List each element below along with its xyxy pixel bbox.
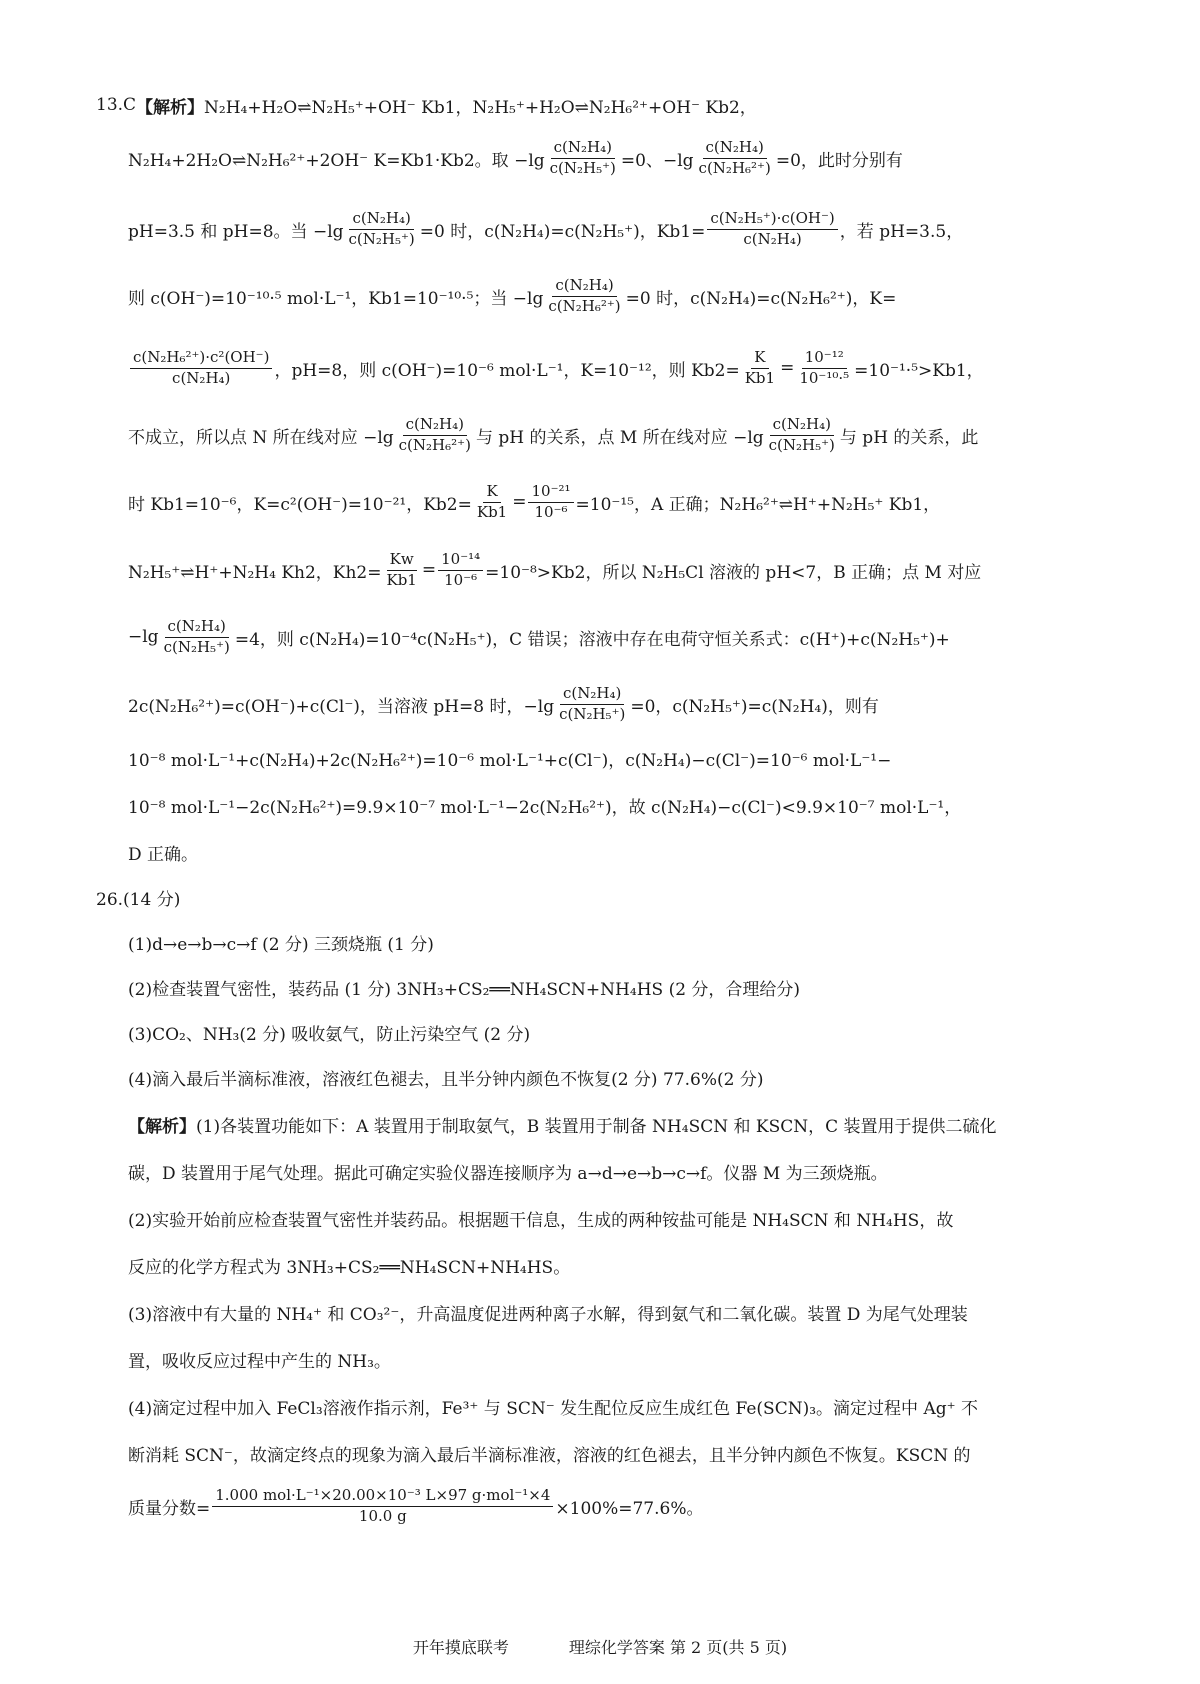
text: 断消耗 SCN⁻，故滴定终点的现象为滴入最后半滴标准液，溶液的红色褪去，且半分钟内颜色不恢复。KSCN 的 (128, 1445, 971, 1466)
fraction (528, 483, 573, 521)
denominator: Kb1 (744, 368, 776, 387)
text: 与 pH 的关系，此 (839, 427, 979, 448)
fraction (346, 210, 418, 248)
text: =0，此时分别有 (775, 150, 903, 171)
denominator: c(N₂H₅⁺) (768, 435, 835, 454)
text: N₂H₄+H₂O⇌N₂H₅⁺+OH⁻ Kb1，N₂H₅⁺+H₂O⇌N₂H₆²⁺+OH⁻ Kb2， (204, 97, 757, 118)
q13-line-1 (96, 75, 1140, 135)
text: =10⁻¹·⁵>Kb1， (854, 360, 984, 381)
q13-line-8 (128, 540, 1140, 600)
q13-line-3 (128, 199, 1140, 259)
text: −lg (128, 627, 159, 647)
text: (3)CO₂、NH₃(2 分) 吸收氨气，防止污染空气 (2 分) (128, 1024, 531, 1045)
text: =0 时，c(N₂H₄)=c(N₂H₅⁺)，Kb1= (419, 221, 706, 242)
text: 碳，D 装置用于尾气处理。据此可确定实验仪器连接顺序为 a→d→e→b→c→f。仪器 M 为三颈烧瓶。 (128, 1163, 888, 1184)
denominator: 10.0 g (358, 1506, 407, 1525)
numerator: c(N₂H₄) (349, 210, 413, 229)
text: 10⁻⁸ mol·L⁻¹−2c(N₂H₆²⁺)=9.9×10⁻⁷ mol·L⁻¹−2c(N₂H₆²⁺)，故 c(N₂H₄)−c(Cl⁻)<9.9×10⁻⁷ mol·L⁻¹， (128, 797, 962, 818)
text: (2)实验开始前应检查装置气密性并装药品。根据题干信息，生成的两种铵盐可能是 NH₄SCN 和 NH₄HS，故 (128, 1210, 954, 1231)
text: ×100%=77.6%。 (555, 1498, 704, 1519)
fraction (438, 551, 483, 589)
text: 质量分数= (128, 1498, 211, 1519)
numerator: c(N₂H₅⁺)·c(OH⁻) (707, 210, 837, 229)
fraction (556, 685, 628, 723)
q13-line-9 (128, 607, 1140, 667)
text: 则 c(OH⁻)=10⁻¹⁰·⁵ mol·L⁻¹，Kb1=10⁻¹⁰·⁵；当 −lg (128, 288, 544, 309)
numerator: 10⁻¹² (802, 349, 847, 368)
denominator: c(N₂H₆²⁺) (548, 296, 621, 315)
fraction (474, 483, 510, 521)
text: (4)滴定过程中加入 FeCl₃溶液作指示剂，Fe³⁺ 与 SCN⁻ 发生配位反应生成红色 Fe(SCN)₃。滴定过程中 Ag⁺ 不 (128, 1398, 978, 1419)
numerator: K (483, 483, 500, 502)
q13-line-6 (128, 405, 1140, 465)
q26-explain-8 (128, 1423, 1140, 1483)
fraction (130, 349, 272, 387)
numerator: c(N₂H₆²⁺)·c²(OH⁻) (130, 349, 272, 368)
text: = (421, 560, 437, 580)
page-footer (0, 1635, 1200, 1658)
text: (4)滴入最后半滴标准液，溶液红色褪去，且半分钟内颜色不恢复(2 分) 77.6%(2 分) (128, 1069, 764, 1090)
fraction (547, 139, 619, 177)
text: 2c(N₂H₆²⁺)=c(OH⁻)+c(Cl⁻)，当溶液 pH=8 时，−lg (128, 696, 555, 717)
numerator: c(N₂H₄) (551, 139, 615, 158)
numerator: c(N₂H₄) (560, 685, 624, 704)
denominator: c(N₂H₅⁺) (559, 704, 626, 723)
text: D 正确。 (128, 844, 199, 865)
fraction (161, 618, 233, 656)
fraction (696, 139, 774, 177)
page-number: 理综化学答案 第 2 页(共 5 页) (568, 1638, 788, 1657)
text: ，若 pH=3.5， (839, 221, 964, 242)
numerator: c(N₂H₄) (703, 139, 767, 158)
text: = (780, 358, 795, 378)
numerator: 1.000 mol·L⁻¹×20.00×10⁻³ L×97 g·mol⁻¹×4 (212, 1487, 553, 1506)
numerator: c(N₂H₄) (552, 277, 616, 296)
q13-number: 13.C (96, 95, 137, 115)
denominator: c(N₂H₄) (743, 229, 802, 248)
fraction (396, 416, 474, 454)
q13-line-4 (128, 266, 1140, 326)
text: 反应的化学方程式为 3NH₃+CS₂══NH₄SCN+NH₄HS。 (128, 1257, 571, 1278)
text: =0、−lg (620, 150, 694, 171)
denominator: c(N₂H₅⁺) (348, 229, 415, 248)
q13-line-2 (128, 128, 1140, 188)
text: =0 时，c(N₂H₄)=c(N₂H₆²⁺)，K= (625, 288, 897, 309)
denominator: 10⁻⁶ (534, 502, 568, 521)
text: (1)d→e→b→c→f (2 分) 三颈烧瓶 (1 分) (128, 934, 434, 955)
numerator: c(N₂H₄) (770, 416, 834, 435)
fraction (707, 210, 837, 248)
text: N₂H₄+2H₂O⇌N₂H₆²⁺+2OH⁻ K=Kb1·Kb2。取 −lg (128, 150, 545, 171)
text: 置，吸收反应过程中产生的 NH₃。 (128, 1351, 391, 1372)
analysis-label: 【解析】 (136, 97, 205, 118)
q13-line-10 (128, 674, 1140, 734)
q13-line-7 (128, 472, 1140, 532)
text: ，pH=8，则 c(OH⁻)=10⁻⁶ mol·L⁻¹，K=10⁻¹²，则 Kb2= (274, 360, 740, 381)
denominator: c(N₂H₄) (172, 368, 231, 387)
numerator: 10⁻¹⁴ (438, 551, 483, 570)
text: =10⁻⁸>Kb2，所以 N₂H₅Cl 溶液的 pH<7，B 正确；点 M 对应 (485, 562, 982, 583)
numerator: Kw (387, 551, 417, 570)
text: =10⁻¹⁵，A 正确；N₂H₆²⁺⇌H⁺+N₂H₅⁺ Kb1， (575, 494, 941, 515)
denominator: c(N₂H₅⁺) (163, 637, 230, 656)
fraction (545, 277, 623, 315)
text: =4，则 c(N₂H₄)=10⁻⁴c(N₂H₅⁺)，C 错误；溶液中存在电荷守恒关系式：c(H⁺)+c(N₂H₅⁺)+ (234, 629, 950, 650)
q13-line-5 (128, 338, 1140, 398)
text: (1)各装置功能如下：A 装置用于制取氨气，B 装置用于制备 NH₄SCN 和 KSCN，C 装置用于提供二硫化 (196, 1116, 997, 1137)
text: 10⁻⁸ mol·L⁻¹+c(N₂H₄)+2c(N₂H₆²⁺)=10⁻⁶ mol·L⁻¹+c(Cl⁻)，c(N₂H₄)−c(Cl⁻)=10⁻⁶ mol·L⁻¹− (128, 750, 892, 771)
numerator: 10⁻²¹ (528, 483, 573, 502)
numerator: K (751, 349, 768, 368)
text: N₂H₅⁺⇌H⁺+N₂H₄ Kh2，Kh2= (128, 562, 382, 583)
denominator: c(N₂H₅⁺) (549, 158, 616, 177)
denominator: Kb1 (386, 570, 417, 589)
fraction (742, 349, 778, 387)
denominator: c(N₂H₆²⁺) (698, 158, 771, 177)
text: (2)检查装置气密性，装药品 (1 分) 3NH₃+CS₂══NH₄SCN+NH₄HS (2 分，合理给分) (128, 979, 801, 1000)
denominator: Kb1 (476, 502, 508, 521)
fraction (796, 349, 852, 387)
denominator: 10⁻⁶ (444, 570, 478, 589)
analysis-label: 【解析】 (128, 1116, 196, 1137)
text: (3)溶液中有大量的 NH₄⁺ 和 CO₃²⁻，升高温度促进两种离子水解，得到氨气和二氧化碳。装置 D 为尾气处理装 (128, 1304, 968, 1325)
exam-name: 开年摸底联考 (412, 1638, 509, 1657)
text: 26.(14 分) (96, 889, 181, 910)
text: 时 Kb1=10⁻⁶，K=c²(OH⁻)=10⁻²¹，Kb2= (128, 494, 472, 515)
numerator: c(N₂H₄) (403, 416, 467, 435)
denominator: c(N₂H₆²⁺) (398, 435, 471, 454)
denominator: 10⁻¹⁰·⁵ (799, 368, 850, 387)
text: =0，c(N₂H₅⁺)=c(N₂H₄)，则有 (630, 696, 879, 717)
text: pH=3.5 和 pH=8。当 −lg (128, 221, 344, 242)
fraction (766, 416, 838, 454)
text: 与 pH 的关系，点 M 所在线对应 −lg (475, 427, 764, 448)
text: 不成立，所以点 N 所在线对应 −lg (128, 427, 394, 448)
q26-explain-9 (128, 1476, 1140, 1536)
numerator: c(N₂H₄) (165, 618, 229, 637)
fraction (384, 551, 420, 589)
text: = (512, 492, 527, 512)
mass-fraction-formula (212, 1487, 553, 1525)
